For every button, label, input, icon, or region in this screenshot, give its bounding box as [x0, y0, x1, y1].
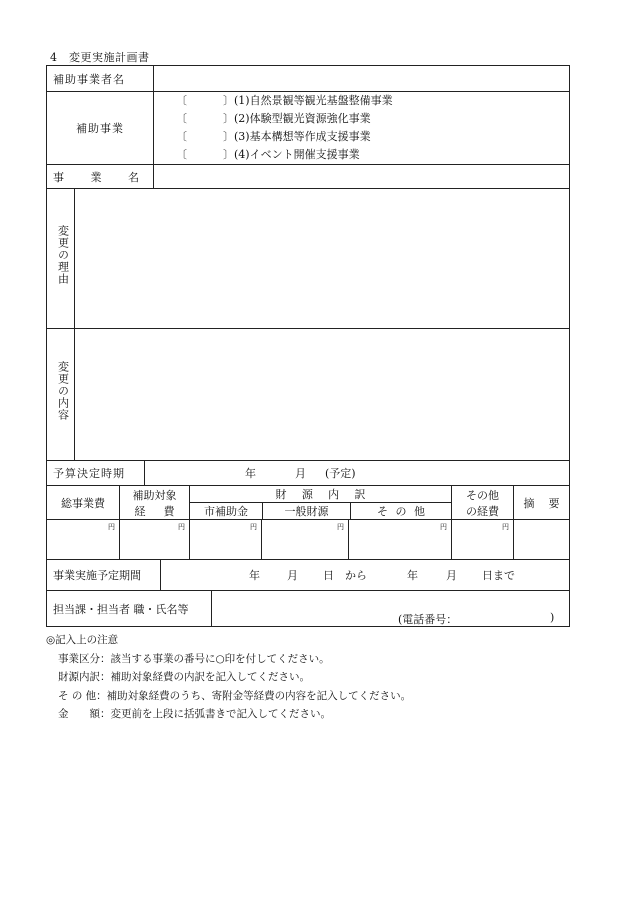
applicant-row	[47, 66, 569, 91]
project-name-label: 事 業 名	[53, 170, 139, 184]
option-bracket-open: 〔	[176, 148, 187, 161]
reason-row	[47, 188, 569, 328]
project-name-field[interactable]	[153, 165, 569, 188]
cost-header-row	[47, 485, 569, 519]
total-cost-field[interactable]: 円	[108, 523, 115, 531]
project-option-3[interactable]	[176, 128, 371, 146]
note-item: 金 額：変更前を上段に括弧書きで記入してください。	[58, 708, 331, 720]
month-unit: 月	[295, 467, 306, 480]
notes	[46, 631, 566, 724]
note-item: そ の 他：補助対象経費のうち、寄附金等経費の内容を記入してください。	[58, 689, 412, 702]
remarks-field[interactable]	[513, 520, 569, 559]
project-option-2[interactable]	[176, 110, 371, 128]
option-bracket-close: 〕	[223, 94, 234, 107]
other-cost-field[interactable]: 円	[451, 520, 513, 559]
schedule-row	[47, 559, 569, 590]
general-funds-label: 一般財源	[262, 503, 350, 519]
phone-close: )	[550, 611, 555, 624]
other-cost-label: その他 の経費	[451, 486, 513, 519]
phone-label: (電話番号：	[398, 613, 458, 626]
fund-breakdown-header	[189, 486, 451, 519]
content-field[interactable]	[74, 329, 569, 460]
option-bracket-open: 〔	[176, 94, 187, 107]
option-bracket-open: 〔	[176, 112, 187, 125]
reason-label: 変更の理由	[56, 225, 70, 285]
notes-heading: ◎記入上の注意	[46, 634, 119, 646]
project-options	[153, 92, 569, 164]
city-subsidy-field[interactable]: 円	[189, 520, 261, 559]
reason-field[interactable]	[74, 189, 569, 328]
budget-timing-label: 予算決定時期	[53, 467, 125, 480]
note-item: 事業区分：該当する事業の番号に○印を付してください。	[58, 652, 330, 665]
total-cost-label: 総事業費	[61, 496, 105, 510]
change-plan-form	[46, 65, 570, 627]
form-title: 4 変更実施計画書	[50, 51, 150, 64]
budget-timing-row	[47, 460, 569, 485]
budget-timing-field[interactable]	[144, 461, 569, 485]
project-type-row	[47, 91, 569, 164]
option-bracket-close: 〕	[223, 112, 234, 125]
fund-breakdown-label: 財 源 内 訳	[190, 486, 451, 503]
general-funds-field[interactable]: 円	[261, 520, 348, 559]
eligible-cost-label: 補助対象 経 費	[119, 486, 189, 519]
others-field[interactable]: 円	[348, 520, 451, 559]
content-row	[47, 328, 569, 460]
content-label: 変更の内容	[56, 361, 70, 421]
eligible-cost-field[interactable]: 円	[119, 520, 189, 559]
applicant-field[interactable]	[153, 66, 569, 91]
cost-values-row	[47, 519, 569, 559]
option-bracket-close: 〕	[223, 130, 234, 143]
others-label: そ の 他	[350, 503, 451, 519]
schedule-label: 事業実施予定期間	[53, 569, 141, 582]
option-label: (3)基本構想等作成支援事業	[234, 130, 371, 143]
project-option-1[interactable]	[176, 92, 393, 110]
applicant-label: 補助事業者名	[53, 72, 125, 86]
schedule-field[interactable]: 年 月 日 から 年 月 日まで	[160, 560, 569, 590]
city-subsidy-label: 市補助金	[204, 505, 248, 518]
year-unit: 年	[245, 467, 256, 480]
contact-row	[47, 590, 569, 626]
note-item: 財源内訳：補助対象経費の内訳を記入してください。	[58, 671, 310, 683]
project-option-4[interactable]	[176, 146, 360, 164]
option-bracket-close: 〕	[223, 148, 234, 161]
option-label: (2)体験型観光資源強化事業	[234, 112, 371, 125]
project-name-row	[47, 164, 569, 188]
option-bracket-open: 〔	[176, 130, 187, 143]
option-label: (1)自然景観等観光基盤整備事業	[234, 94, 393, 107]
remarks-label: 摘 要	[513, 486, 569, 519]
contact-field[interactable]	[211, 591, 569, 626]
contact-label: 担当課・担当者 職・氏名等	[53, 602, 189, 616]
planned-note: (予定)	[325, 467, 356, 480]
project-type-label: 補助事業	[76, 122, 124, 135]
option-label: (4)イベント開催支援事業	[234, 148, 360, 161]
